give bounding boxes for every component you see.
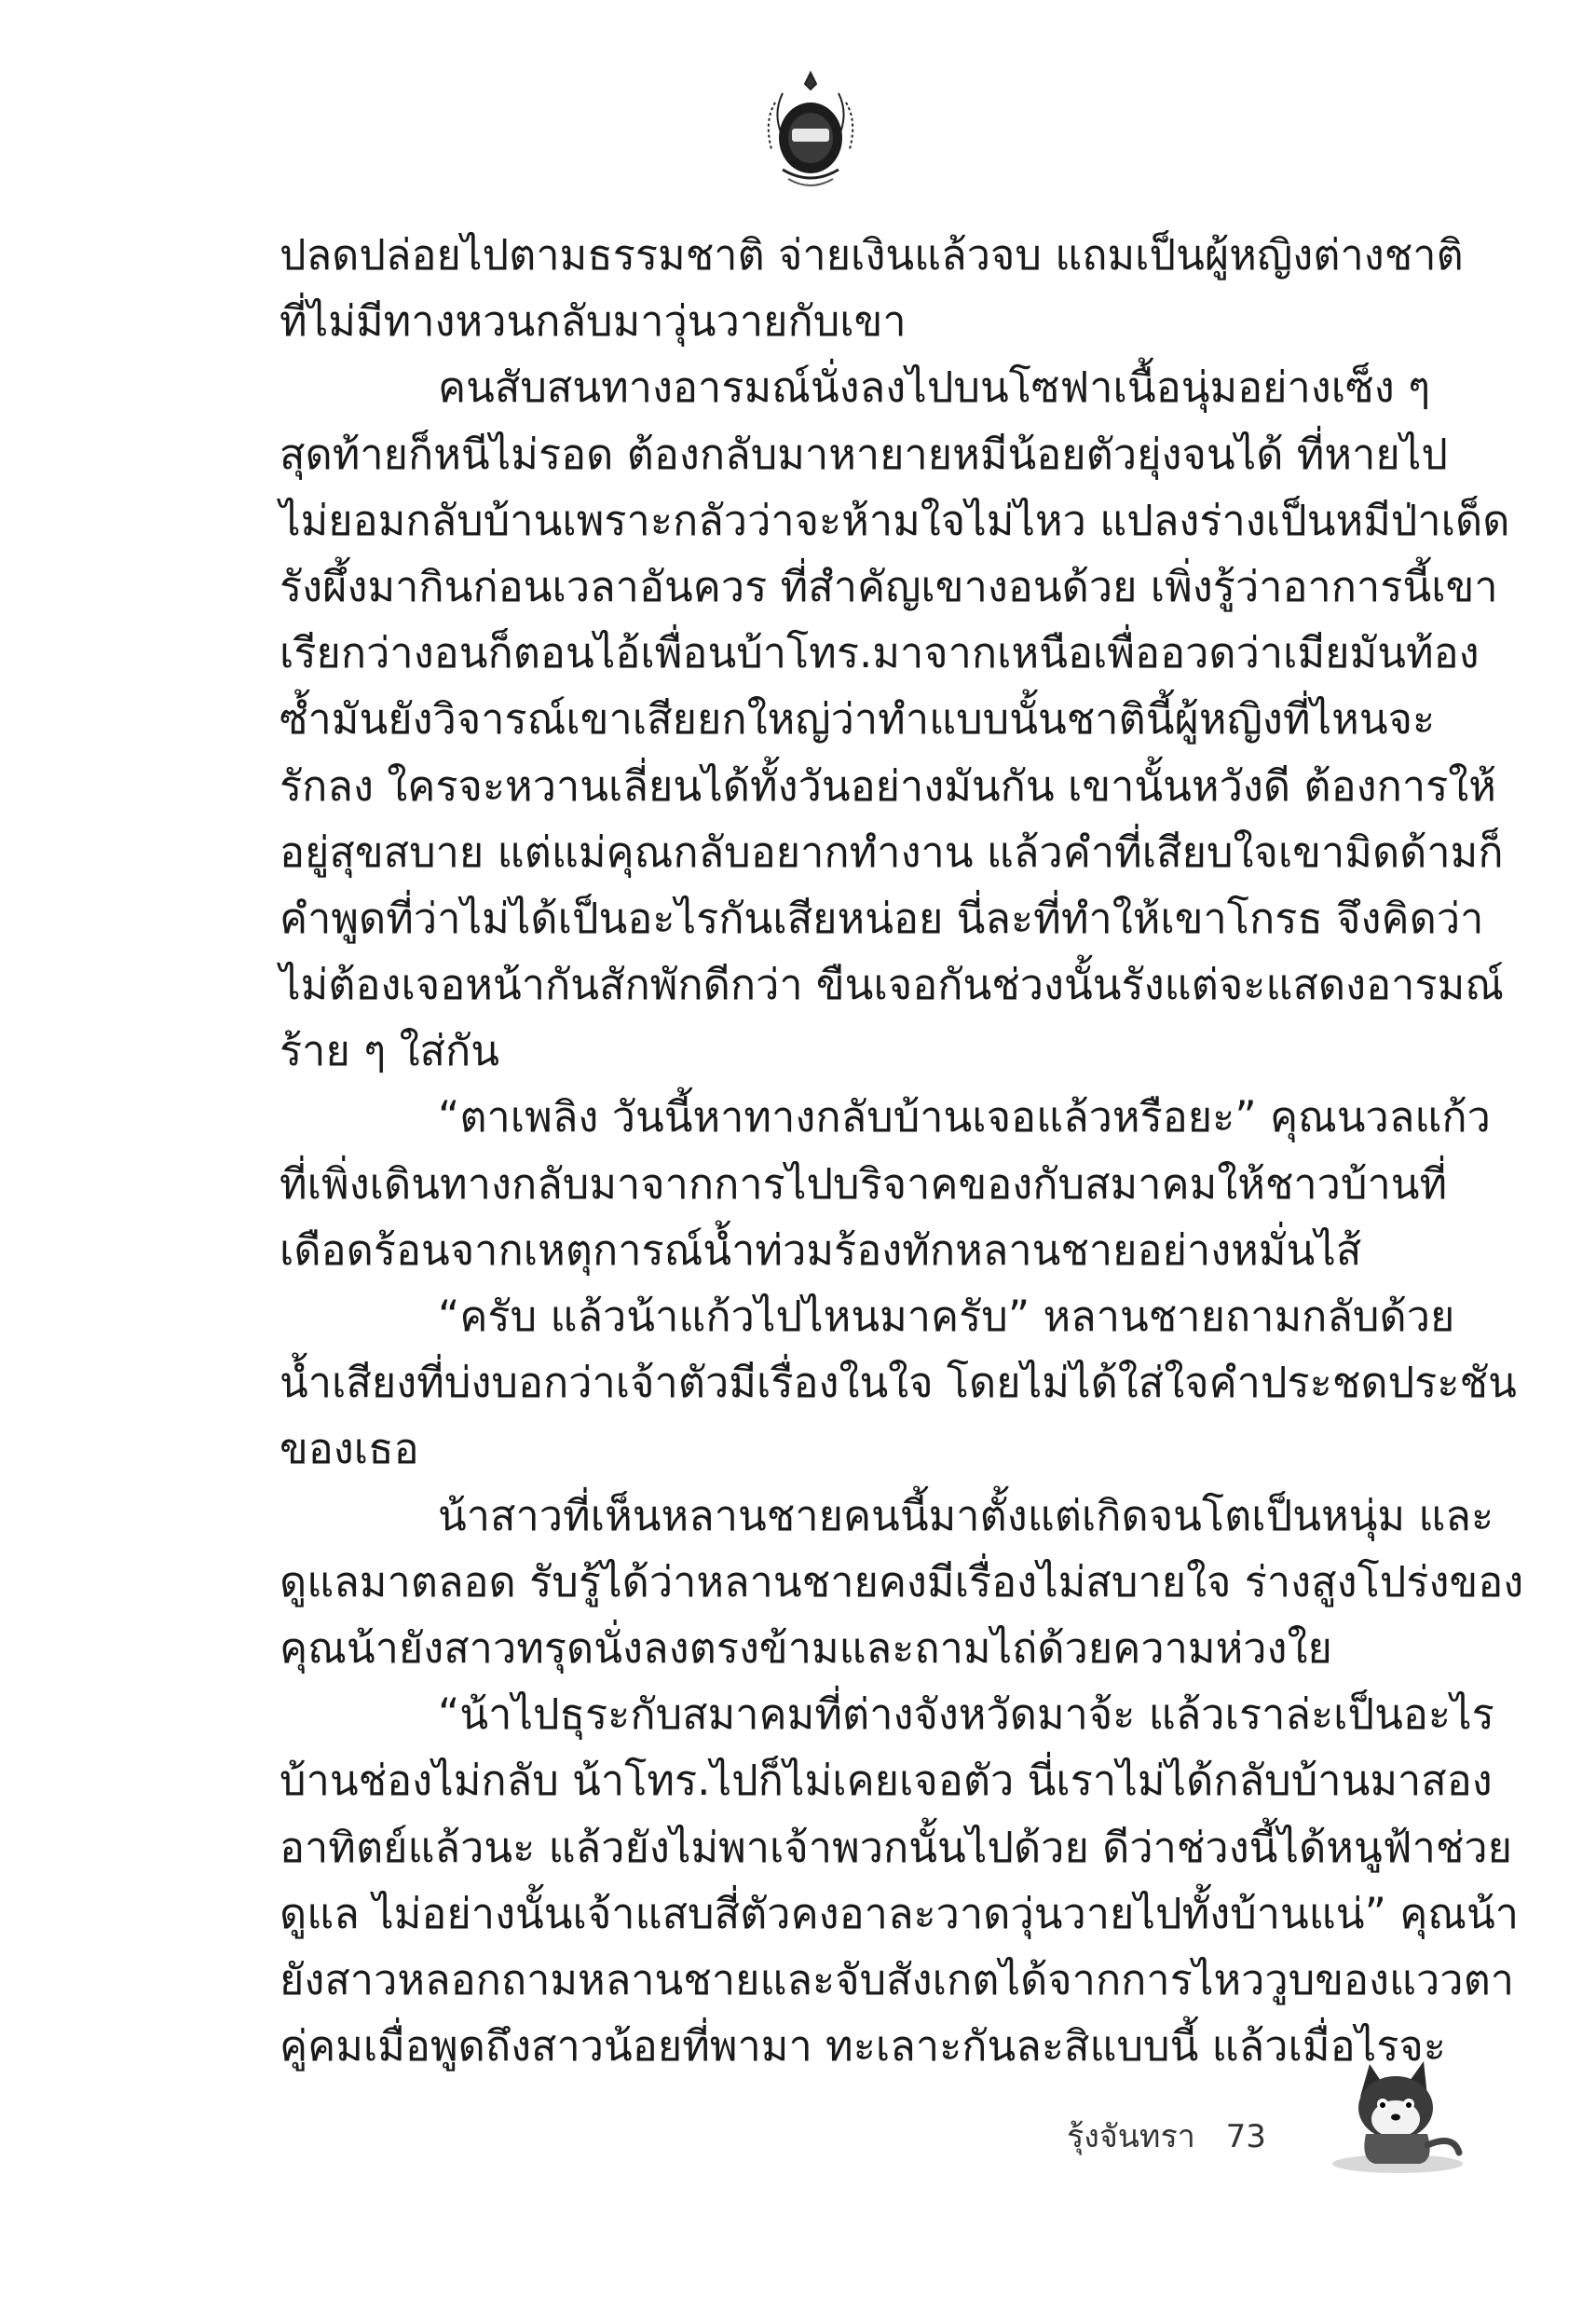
page-body-text (280, 222, 1524, 2079)
page-number: 73 (1225, 2118, 1266, 2155)
cat-mascot-icon (1323, 2041, 1472, 2181)
text-line: รักลง ใครจะหวานเลี่ยนได้ทั้งวันอย่างมันกัน เขานั้นหวังดี ต้องการให้ (280, 760, 1496, 811)
text-line: คู่คมเมื่อพูดถึงสาวน้อยที่พามา ทะเลาะกันละสิแบบนี้ แล้วเมื่อไรจะ (280, 2021, 1446, 2072)
text-line: ร้าย ๆ ใส่กัน (280, 1026, 500, 1076)
text-line: ซ้ำมันยังวิจารณ์เขาเสียยกใหญ่ว่าทำแบบนั้นชาตินี้ผู้หญิงที่ไหนจะ (280, 694, 1436, 745)
text-line: ดูแลมาตลอด รับรู้ได้ว่าหลานชายคงมีเรื่องไม่สบายใจ ร่างสูงโปร่งของ (280, 1556, 1524, 1607)
text-line: “น้าไปธุระกับสมาคมที่ต่างจังหวัดมาจ้ะ แล้วเราล่ะเป็นอะไร (438, 1689, 1494, 1740)
text-line: ยังสาวหลอกถามหลานชายและจับสังเกตได้จากการไหววูบของแววตา (280, 1954, 1515, 2004)
text-line: ที่เพิ่งเดินทางกลับมาจากการไปบริจาคของกับสมาคมให้ชาวบ้านที่ (280, 1158, 1448, 1209)
text-line: อาทิตย์แล้วนะ แล้วยังไม่พาเจ้าพวกนั้นไปด้วย ดีว่าช่วงนี้ได้หนูฟ้าช่วย (280, 1822, 1513, 1872)
text-line: ปลดปล่อยไปตามธรรมชาติ จ่ายเงินแล้วจบ แถมเป็นผู้หญิงต่างชาติ (280, 230, 1464, 280)
text-line: น้าสาวที่เห็นหลานชายคนนี้มาตั้งแต่เกิดจนโตเป็นหนุ่ม และ (438, 1490, 1494, 1540)
page-footer (1067, 2111, 1266, 2161)
text-line: ไม่ต้องเจอหน้ากันสักพักดีกว่า ขืนเจอกันช่วงนั้นรังแต่จะแสดงอารมณ์ (280, 960, 1504, 1010)
text-line: ของเธอ (280, 1424, 419, 1474)
text-line: คุณน้ายังสาวทรุดนั่งลงตรงข้ามและถามไถ่ด้วยความห่วงใย (280, 1622, 1332, 1673)
text-line: เดือดร้อนจากเหตุการณ์น้ำท่วมร้องทักหลานชายอย่างหมั่นไส้ (280, 1224, 1362, 1275)
book-title: รุ้งจันทรา (1067, 2118, 1195, 2155)
text-line: คนสับสนทางอารมณ์นั่งลงไปบนโซฟาเนื้อนุ่มอย่างเซ็ง ๆ (438, 362, 1431, 413)
text-line: น้ำเสียงที่บ่งบอกว่าเจ้าตัวมีเรื่องในใจ โดยไม่ได้ใส่ใจคำประชดประชัน (280, 1358, 1517, 1408)
text-line: สุดท้ายก็หนีไม่รอด ต้องกลับมาหายายหมีน้อยตัวยุ่งจนได้ ที่หายไป (280, 429, 1448, 479)
text-line: ที่ไม่มีทางหวนกลับมาวุ่นวายกับเขา (280, 296, 907, 347)
text-line: อยู่สุขสบาย แต่แม่คุณกลับอยากทำงาน แล้วคำที่เสียบใจเขามิดด้ามก็ (280, 827, 1504, 877)
text-line: “ครับ แล้วน้าแก้วไปไหนมาครับ” หลานชายถามกลับด้วย (438, 1292, 1455, 1341)
text-line: ไม่ยอมกลับบ้านเพราะกลัวว่าจะห้ามใจไม่ไหว แปลงร่างเป็นหมีป่าเด็ด (280, 495, 1510, 545)
crest-emblem-icon (755, 65, 866, 196)
text-line: ดูแล ไม่อย่างนั้นเจ้าแสบสี่ตัวคงอาละวาดวุ่นวายไปทั้งบ้านแน่” คุณน้า (280, 1888, 1520, 1938)
text-line: เรียกว่างอนก็ตอนไอ้เพื่อนบ้าโทร.มาจากเหนือเพื่ออวดว่าเมียมันท้อง (280, 628, 1480, 678)
text-line: คำพูดที่ว่าไม่ได้เป็นอะไรกันเสียหน่อย นี่ละที่ทำให้เขาโกรธ จึงคิดว่า (280, 893, 1484, 943)
text-line: บ้านช่องไม่กลับ น้าโทร.ไปก็ไม่เคยเจอตัว นี่เราไม่ได้กลับบ้านมาสอง (280, 1756, 1493, 1806)
text-line: รังผึ้งมากินก่อนเวลาอันควร ที่สำคัญเขางอนด้วย เพิ่งรู้ว่าอาการนี้เขา (280, 561, 1498, 611)
text-line: “ตาเพลิง วันนี้หาทางกลับบ้านเจอแล้วหรือยะ” คุณนวลแก้ว (438, 1092, 1491, 1142)
